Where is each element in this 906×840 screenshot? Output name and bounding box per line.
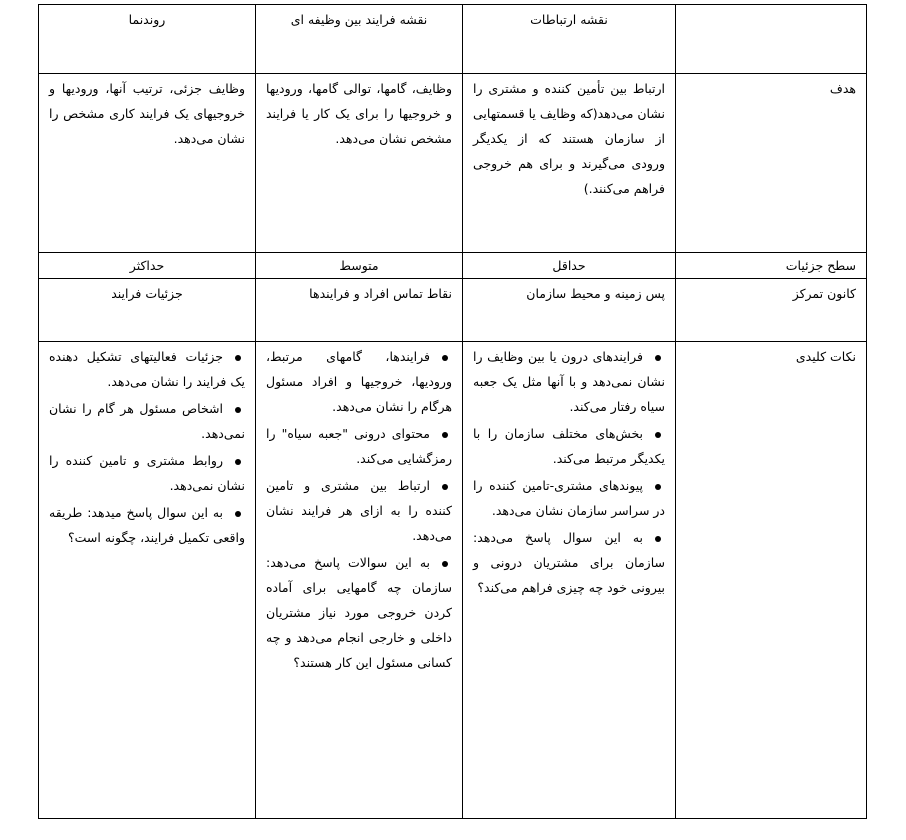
list-item xyxy=(49,500,245,550)
list-item xyxy=(473,473,665,523)
list-item xyxy=(266,344,452,419)
header-empty-cell xyxy=(676,5,867,74)
key-points-label: نکات کلیدی xyxy=(676,342,867,819)
key-points-communication-list xyxy=(473,344,665,600)
goal-communication-map: ارتباط بین تأمین کننده و مشتری را نشان می‌دهد(که وظایف یا قسمتهایی از سازمان هستند که از یکدیگر ورودی می‌گیرند و برای هم خروجی فراهم می‌کنند.) xyxy=(463,74,676,253)
bullet-icon xyxy=(235,459,241,465)
key-points-flowchart-list xyxy=(49,344,245,550)
list-item xyxy=(473,525,665,600)
header-communication-map: نقشه ارتباطات xyxy=(463,5,676,74)
bullet-icon xyxy=(442,355,448,361)
list-item xyxy=(266,473,452,548)
key-points-row xyxy=(39,342,867,819)
list-item-text: به این سوالات پاسخ می‌دهد: سازمان چه گامهایی برای آماده کردن خروجی مورد نیاز مشتریان داخلی و خارجی انجام می‌دهد و چه کسانی مسئول این کار هستند؟ xyxy=(266,555,452,670)
list-item-text: محتوای درونی "جعبه سیاه" را رمزگشایی می‌کند. xyxy=(266,426,452,466)
header-cross-functional-map: نقشه فرایند بین وظیفه ای xyxy=(256,5,463,74)
list-item xyxy=(266,421,452,471)
goal-label: هدف xyxy=(676,74,867,253)
bullet-icon xyxy=(442,561,448,567)
list-item xyxy=(473,421,665,471)
list-item xyxy=(473,344,665,419)
comparison-table-wrapper xyxy=(38,4,866,819)
bullet-icon xyxy=(655,536,661,542)
focus-label: کانون تمرکز xyxy=(676,279,867,342)
bullet-icon xyxy=(655,484,661,490)
list-item xyxy=(49,448,245,498)
list-item-text: فرایندها، گامهای مرتبط، ورودیها، خروجیها و افراد مسئول هرگام را نشان می‌دهد. xyxy=(266,349,452,414)
bullet-icon xyxy=(442,432,448,438)
list-item-text: فرایندهای درون یا بین وظایف را نشان نمی‌دهد و با آنها مثل یک جعبه سیاه رفتار می‌کند. xyxy=(473,349,665,414)
header-flowchart: روندنما xyxy=(39,5,256,74)
process-map-comparison-table xyxy=(38,4,867,819)
list-item xyxy=(49,396,245,446)
list-item-text: به این سوال پاسخ می‌دهد: سازمان برای مشتریان درونی و بیرونی خود چه چیزی فراهم می‌کند؟ xyxy=(473,530,665,595)
focus-communication-map: پس زمینه و محیط سازمان xyxy=(463,279,676,342)
list-item-text: روابط مشتری و تامین کننده را نشان نمی‌دهد. xyxy=(49,453,245,493)
key-points-cross-functional-list xyxy=(266,344,452,675)
detail-level-communication-map: حداقل xyxy=(463,253,676,279)
detail-level-flowchart: حداکثر xyxy=(39,253,256,279)
detail-level-cross-functional-map: متوسط xyxy=(256,253,463,279)
key-points-flowchart xyxy=(39,342,256,819)
bullet-icon xyxy=(235,511,241,517)
bullet-icon xyxy=(235,407,241,413)
bullet-icon xyxy=(235,355,241,361)
bullet-icon xyxy=(655,355,661,361)
key-points-cross-functional-map xyxy=(256,342,463,819)
list-item xyxy=(49,344,245,394)
list-item-text: ارتباط بین مشتری و تامین کننده را به ازای هر فرایند نشان می‌دهد. xyxy=(266,478,452,543)
key-points-communication-map xyxy=(463,342,676,819)
focus-row xyxy=(39,279,867,342)
goal-flowchart: وظایف جزئی، ترتیب آنها، ورودیها و خروجیهای یک فرایند کاری مشخص را نشان می‌دهد. xyxy=(39,74,256,253)
list-item-text: بخش‌های مختلف سازمان را با یکدیگر مرتبط می‌کند. xyxy=(473,426,665,466)
focus-cross-functional-map: نقاط تماس افراد و فرایندها xyxy=(256,279,463,342)
list-item-text: اشخاص مسئول هر گام را نشان نمی‌دهد. xyxy=(49,401,245,441)
focus-flowchart: جزئیات فرایند xyxy=(39,279,256,342)
detail-level-row xyxy=(39,253,867,279)
list-item xyxy=(266,550,452,675)
list-item-text: به این سوال پاسخ میدهد: طریقه واقعی تکمیل فرایند، چگونه است؟ xyxy=(49,505,245,545)
goal-row xyxy=(39,74,867,253)
bullet-icon xyxy=(442,484,448,490)
bullet-icon xyxy=(655,432,661,438)
goal-cross-functional-map: وظایف، گامها، توالی گامها، ورودیها و خروجیها را برای یک کار یا فرایند مشخص نشان می‌دهد. xyxy=(256,74,463,253)
list-item-text: جزئیات فعالیتهای تشکیل دهنده یک فرایند را نشان می‌دهد. xyxy=(49,349,245,389)
header-row xyxy=(39,5,867,74)
list-item-text: پیوندهای مشتری-تامین کننده را در سراسر سازمان نشان می‌دهد. xyxy=(473,478,665,518)
detail-level-label: سطح جزئیات xyxy=(676,253,867,279)
